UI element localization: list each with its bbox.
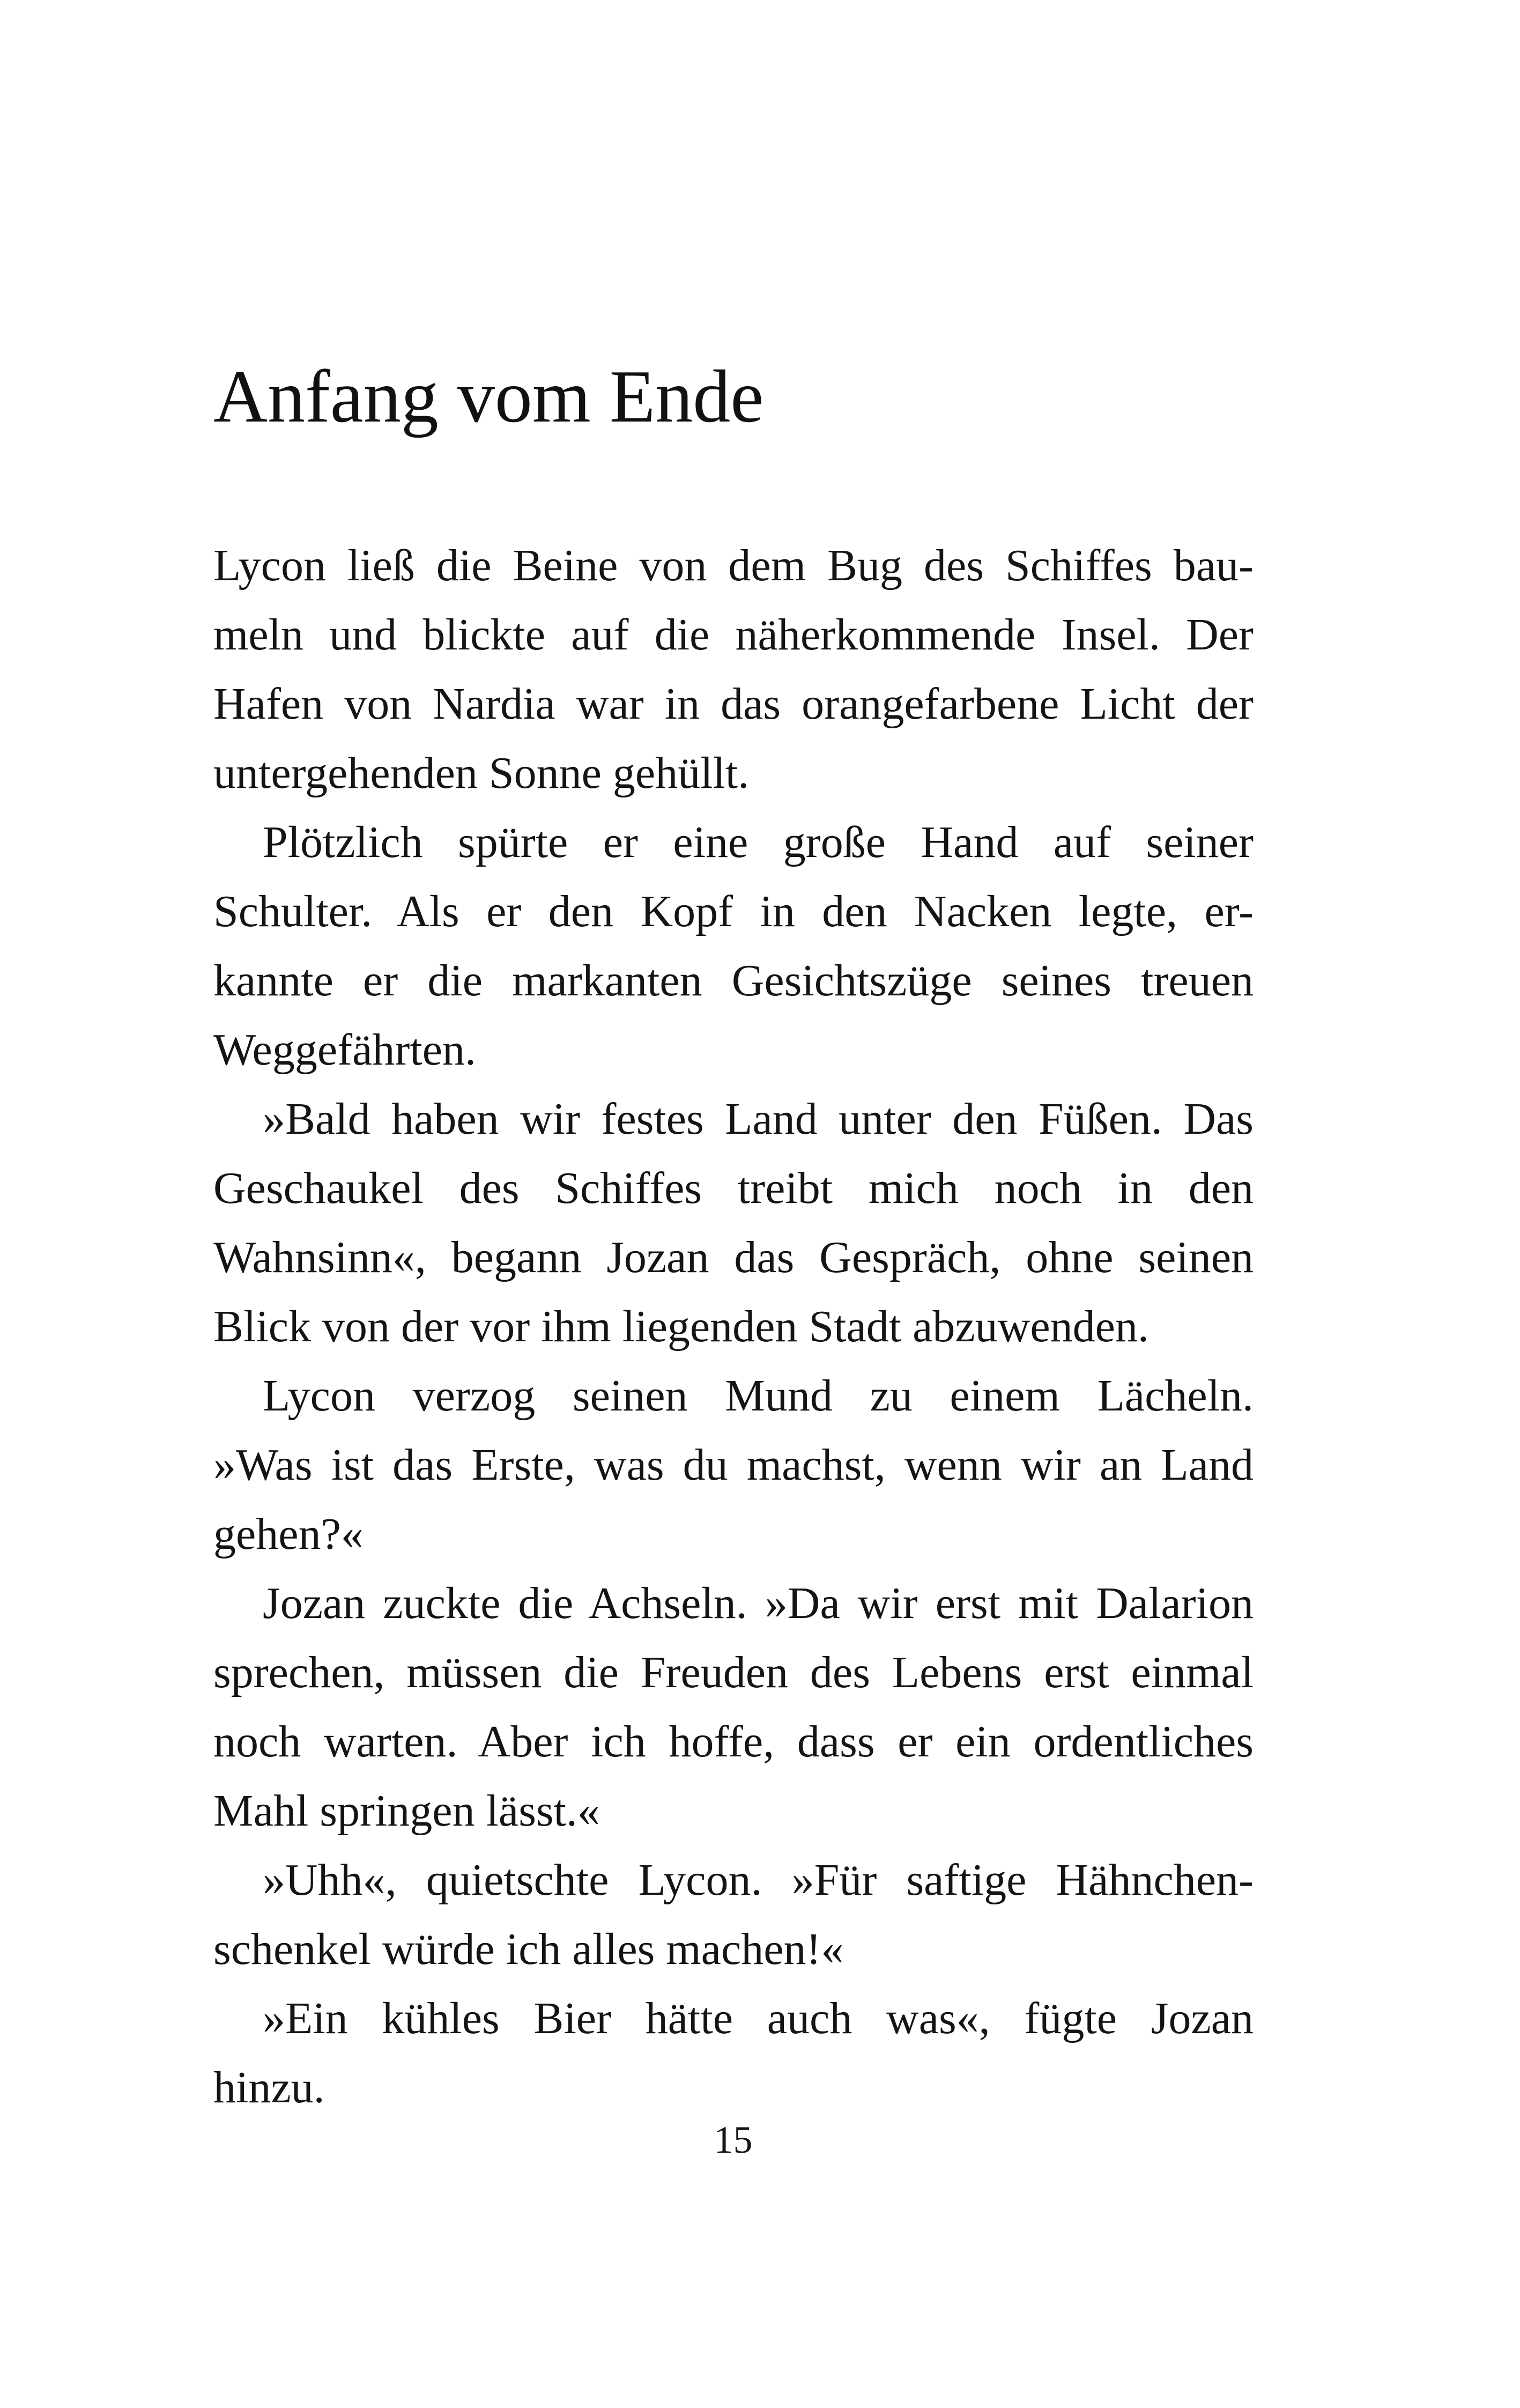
text-line: Plötzlich spürte er eine große Hand auf seiner [263, 817, 1254, 867]
text-line: sprechen, müssen die Freuden des Lebens erst einmal [213, 1648, 1254, 1697]
chapter-body [213, 531, 1254, 2122]
text-line: Jozan zuckte die Achseln. »Da wir erst mit Dalarion [263, 1578, 1254, 1628]
text-line: Weggefährten. [213, 1025, 476, 1075]
text-line: »Uhh«, quietschte Lycon. »Für saftige Hähnchen- [263, 1855, 1254, 1905]
text-line: Lycon ließ die Beine von dem Bug des Schiffes bau- [213, 541, 1254, 590]
text-line: »Bald haben wir festes Land unter den Füßen. Das [263, 1094, 1254, 1144]
text-line: »Was ist das Erste, was du machst, wenn wir an Land [213, 1440, 1254, 1490]
text-line: Hafen von Nardia war in das orangefarbene Licht der [213, 679, 1254, 729]
text-line: Mahl springen lässt.« [213, 1786, 600, 1836]
text-line: Blick von der vor ihm liegenden Stadt abzuwenden. [213, 1302, 1149, 1351]
text-line: noch warten. Aber ich hoffe, dass er ein ordentliches [213, 1717, 1254, 1767]
text-line: Lycon verzog seinen Mund zu einem Lächeln. [263, 1371, 1254, 1421]
text-line: hinzu. [213, 2063, 325, 2112]
text-line: »Ein kühles Bier hätte auch was«, fügte Jozan [263, 1993, 1254, 2043]
text-line: kannte er die markanten Gesichtszüge seines treuen [213, 956, 1254, 1006]
page-number: 15 [714, 2118, 753, 2161]
text-line: gehen?« [213, 1509, 364, 1559]
text-line: Geschaukel des Schiffes treibt mich noch in den [213, 1163, 1254, 1213]
text-line: schenkel würde ich alles machen!« [213, 1924, 844, 1974]
text-line: untergehenden Sonne gehüllt. [213, 748, 750, 798]
text-line: meln und blickte auf die näherkommende Insel. Der [213, 610, 1254, 660]
text-line: Wahnsinn«, begann Jozan das Gespräch, ohne seinen [213, 1232, 1254, 1282]
chapter-title: Anfang vom Ende [213, 355, 764, 438]
text-line: Schulter. Als er den Kopf in den Nacken legte, er- [213, 887, 1254, 936]
